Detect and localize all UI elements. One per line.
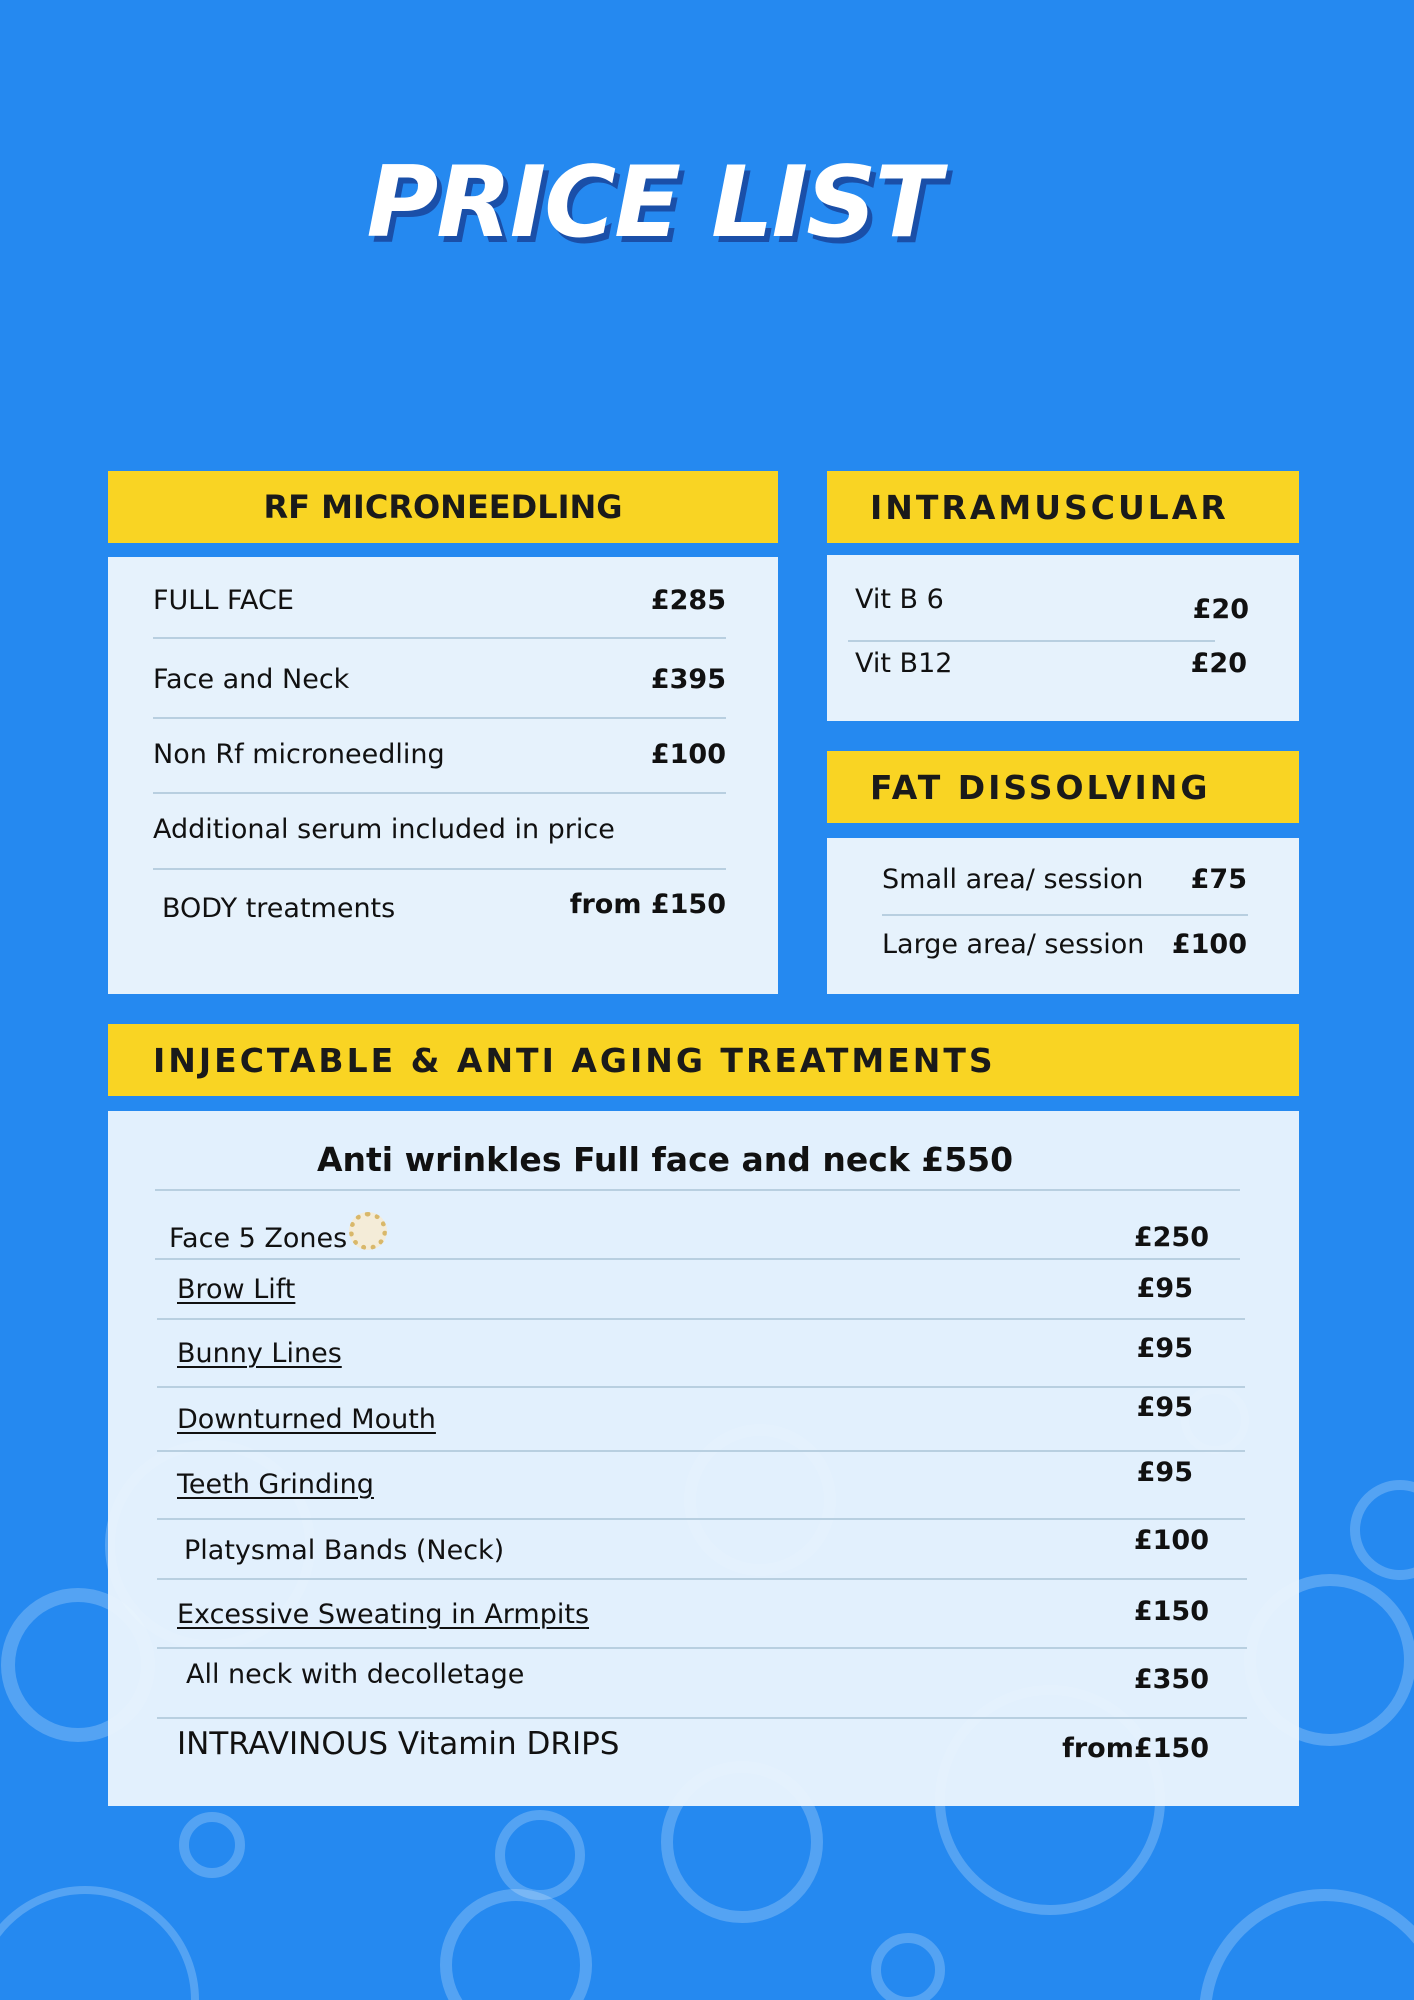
fat-dissolving-header bbox=[827, 751, 1299, 823]
injectable-item-price: £100 bbox=[1133, 1525, 1209, 1556]
injectable-item-price: £95 bbox=[1136, 1392, 1193, 1423]
anti-wrinkles-feature: Anti wrinkles Full face and neck £550 bbox=[317, 1140, 1014, 1179]
injectables-divider bbox=[157, 1717, 1247, 1719]
fat-dissolving-item-label: Small area/ session bbox=[882, 864, 1144, 895]
injectable-item-link[interactable]: Teeth Grinding bbox=[177, 1469, 374, 1500]
rf-microneedling-panel bbox=[108, 557, 778, 994]
injectable-item-link[interactable]: Excessive Sweating in Armpits bbox=[177, 1599, 590, 1630]
injectables-header bbox=[108, 1024, 1299, 1096]
rf-microneedling-header bbox=[108, 471, 778, 543]
injectables-divider bbox=[157, 1450, 1245, 1452]
rf-item-price: £100 bbox=[650, 739, 726, 770]
fat-dissolving-divider bbox=[882, 914, 1248, 916]
injectable-item-price: £95 bbox=[1136, 1457, 1193, 1488]
injectables-heading: INJECTABLE & ANTI AGING TREATMENTS bbox=[153, 1040, 996, 1080]
rf-divider bbox=[153, 792, 726, 794]
intramuscular-item-label: Vit B 6 bbox=[855, 584, 944, 615]
injectable-item-link[interactable]: Brow Lift bbox=[177, 1274, 296, 1305]
injectables-divider bbox=[157, 1318, 1245, 1320]
injectables-divider bbox=[157, 1647, 1247, 1649]
injectable-item-label: Platysmal Bands (Neck) bbox=[184, 1535, 505, 1566]
intramuscular-heading: INTRAMUSCULAR bbox=[870, 487, 1229, 527]
rf-item-price: £285 bbox=[650, 585, 726, 616]
fat-dissolving-panel bbox=[827, 838, 1299, 994]
injectables-divider bbox=[157, 1578, 1247, 1580]
injectables-divider bbox=[155, 1189, 1240, 1191]
injectable-item-price: £250 bbox=[1133, 1222, 1209, 1253]
fat-dissolving-item-price: £75 bbox=[1190, 864, 1247, 895]
injectables-divider bbox=[157, 1386, 1245, 1388]
injectables-panel bbox=[108, 1111, 1299, 1806]
intramuscular-divider bbox=[848, 640, 1215, 642]
injectable-item-label: Face 5 Zones bbox=[169, 1223, 348, 1254]
rf-item-label: Non Rf microneedling bbox=[153, 739, 445, 770]
rf-divider bbox=[153, 637, 726, 639]
intramuscular-header bbox=[827, 471, 1299, 543]
injectable-item-label: All neck with decolletage bbox=[186, 1659, 525, 1690]
injectable-item-label: INTRAVINOUS Vitamin DRIPS bbox=[177, 1726, 620, 1762]
sparkle-icon bbox=[349, 1212, 387, 1250]
injectable-item-price: £95 bbox=[1136, 1273, 1193, 1304]
page-title: PRICE LIST bbox=[366, 146, 940, 260]
intramuscular-item-label: Vit B12 bbox=[855, 648, 953, 679]
rf-divider bbox=[153, 717, 726, 719]
rf-microneedling-heading: RF MICRONEEDLING bbox=[263, 488, 623, 526]
rf-item-price: £395 bbox=[650, 664, 726, 695]
intramuscular-panel bbox=[827, 555, 1299, 721]
injectable-item-link[interactable]: Bunny Lines bbox=[177, 1338, 342, 1369]
injectables-divider bbox=[157, 1518, 1245, 1520]
rf-item-label: Face and Neck bbox=[153, 664, 350, 695]
rf-item-price: from £150 bbox=[569, 889, 726, 920]
injectable-item-price: from£150 bbox=[1062, 1733, 1209, 1764]
fat-dissolving-item-price: £100 bbox=[1171, 929, 1247, 960]
rf-item-label: FULL FACE bbox=[153, 585, 294, 616]
injectables-divider bbox=[155, 1258, 1240, 1260]
rf-item-label: Additional serum included in price bbox=[153, 814, 615, 845]
rf-item-label: BODY treatments bbox=[162, 893, 396, 924]
injectable-item-price: £350 bbox=[1133, 1664, 1209, 1695]
intramuscular-item-price: £20 bbox=[1192, 594, 1249, 625]
injectable-item-price: £95 bbox=[1136, 1333, 1193, 1364]
injectable-item-link[interactable]: Downturned Mouth bbox=[177, 1404, 436, 1435]
fat-dissolving-item-label: Large area/ session bbox=[882, 929, 1145, 960]
injectable-item-price: £150 bbox=[1133, 1596, 1209, 1627]
rf-divider bbox=[153, 868, 726, 870]
intramuscular-item-price: £20 bbox=[1190, 648, 1247, 679]
fat-dissolving-heading: FAT DISSOLVING bbox=[870, 767, 1211, 807]
